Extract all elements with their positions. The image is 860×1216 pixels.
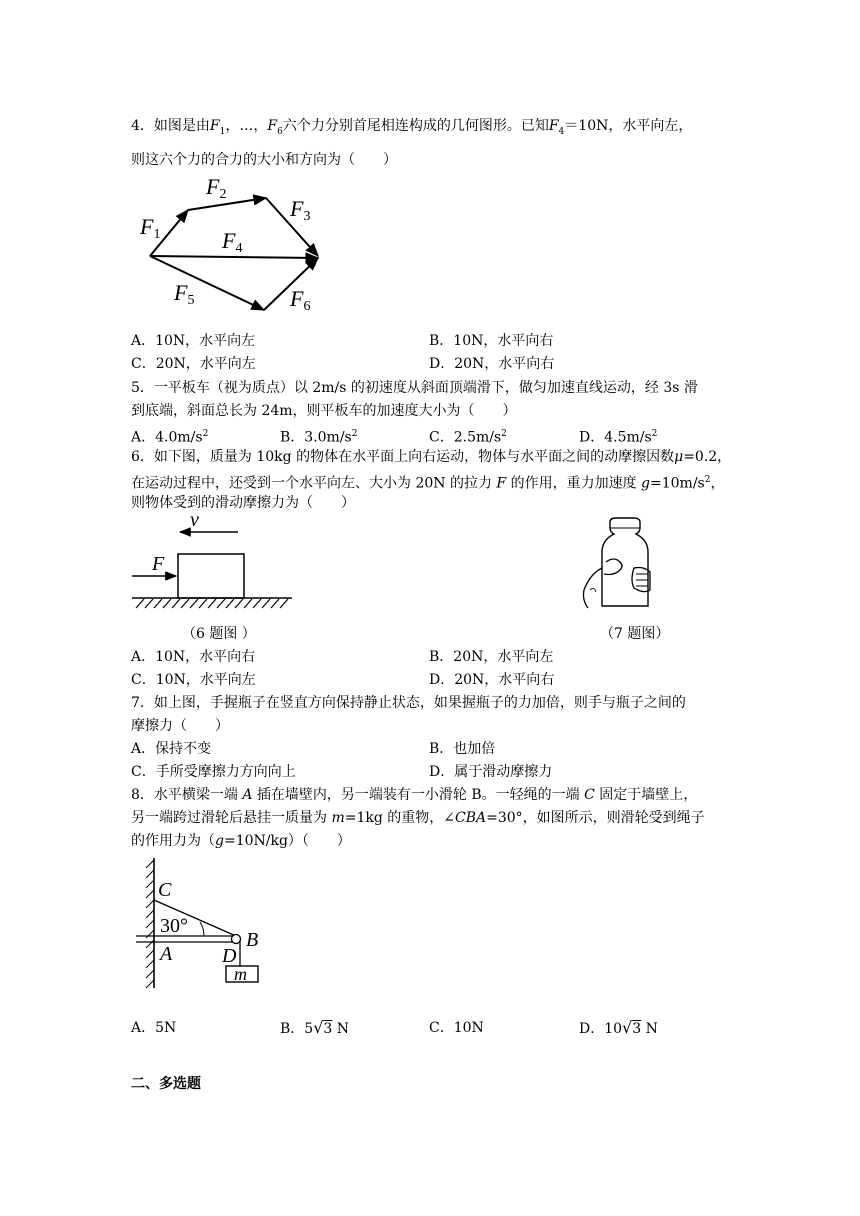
q7-option-c: C．手所受摩擦力方向向上 — [131, 764, 296, 780]
q4-option-b: B．10N，水平向右 — [429, 333, 554, 349]
q5-stem-line1: 5．一平板车（视为质点）以 2m/s 的初速度从斜面顶端滑下，做匀加速直线运动，经 3s 滑 — [131, 380, 698, 396]
svg-text:B: B — [246, 929, 259, 951]
q5-option-b: B．$3.0m/s^2$ — [280, 429, 358, 446]
q6-stem-line1: 6．如下图，质量为 10kg 的物体在水平面上向右运动，物体与水平面之间的动摩擦因数μ=0.2， — [131, 449, 732, 465]
q4-option-a: A．10N，水平向左 — [131, 333, 256, 349]
q7-figure-caption: （7 题图） — [600, 626, 670, 642]
q4-stem-line2: 则这六个力的合力的大小和方向为（ ） — [131, 152, 397, 168]
velocity-label: v — [190, 512, 199, 531]
wall-hatching — [146, 860, 154, 988]
q7-hand-bottle-figure — [580, 516, 660, 612]
q5-option-d: D．$4.5m/s^2$ — [579, 429, 658, 446]
q8-stem-line2: 另一端跨过滑轮后悬挂一质量为 m=1kg 的重物，∠CBA=30°，如图所示，则滑轮受到绳子 — [131, 810, 705, 826]
q8-option-d: D．10√3 N — [579, 1018, 658, 1037]
q6-stem-line2: 在运动过程中，还受到一个水平向左、大小为 20N 的拉力 F 的作用，重力加速度 $g=10m/s^2$， — [131, 475, 725, 492]
q8-option-b: B．5√3 N — [280, 1018, 350, 1037]
q4-option-d: D．20N，水平向右 — [429, 356, 555, 372]
ground-hatching — [136, 599, 288, 608]
q6-figure-caption: （6 题图 ） — [182, 626, 256, 642]
q7-option-b: B．也加倍 — [429, 741, 496, 757]
q7-option-a: A．保持不变 — [131, 741, 212, 757]
svg-text:F6: F6 — [290, 286, 311, 314]
q8-option-c: C．10N — [429, 1020, 484, 1036]
q6-option-a: A．10N，水平向右 — [131, 649, 256, 665]
q7-stem-line1: 7．如上图，手握瓶子在竖直方向保持静止状态，如果握瓶子的力加倍，则手与瓶子之间的 — [131, 695, 686, 711]
q6-option-b: B．20N，水平向左 — [429, 649, 554, 665]
q5-option-c: C．$2.5m/s^2$ — [429, 429, 507, 446]
svg-text:F3: F3 — [290, 196, 311, 224]
block — [178, 554, 244, 598]
section-heading-multiple-choice: 二、多选题 — [131, 1076, 201, 1092]
q6-option-c: C．10N，水平向左 — [131, 672, 256, 688]
q4-force-polygon-figure — [130, 172, 340, 322]
q8-stem-line1: 8．水平横梁一端 A 插在墙壁内，另一端装有一小滑轮 B。一轻绳的一端 C 固定于墙壁上， — [131, 787, 698, 803]
svg-text:A: A — [160, 943, 173, 965]
q4-option-c: C．20N，水平向左 — [131, 356, 256, 372]
q6-option-d: D．20N，水平向右 — [429, 672, 555, 688]
q8-stem-line3: 的作用力为（g=10N/kg）（ ） — [131, 833, 351, 849]
q4-stem-line1: 4．如图是由$F_1$，…，$F_6$六个力分别首尾相连构成的几何图形。已知$F_4=10N$，水平向左， — [131, 118, 693, 137]
svg-text:C: C — [158, 879, 172, 901]
q7-option-d: D．属于滑动摩擦力 — [429, 764, 553, 780]
force-label: F — [152, 553, 165, 575]
q5-option-a: A．$4.0m/s^2$ — [131, 429, 209, 446]
q6-block-figure — [128, 512, 298, 616]
svg-text:m: m — [234, 964, 247, 984]
q5-stem-line2: 到底端，斜面总长为 24m，则平板车的加速度大小为（ ） — [131, 403, 517, 419]
svg-text:F2: F2 — [206, 174, 227, 202]
q8-option-a: A．5N — [131, 1020, 177, 1036]
q8-pulley-figure — [130, 856, 265, 992]
svg-text:F4: F4 — [222, 228, 243, 256]
q7-stem-line2: 摩擦力（ ） — [131, 718, 229, 734]
svg-text:F1: F1 — [140, 214, 161, 242]
svg-text:30°: 30° — [160, 915, 188, 937]
svg-text:F5: F5 — [174, 280, 195, 308]
svg-text:D: D — [222, 945, 237, 967]
q6-stem-line3: 则物体受到的滑动摩擦力为（ ） — [131, 495, 355, 511]
